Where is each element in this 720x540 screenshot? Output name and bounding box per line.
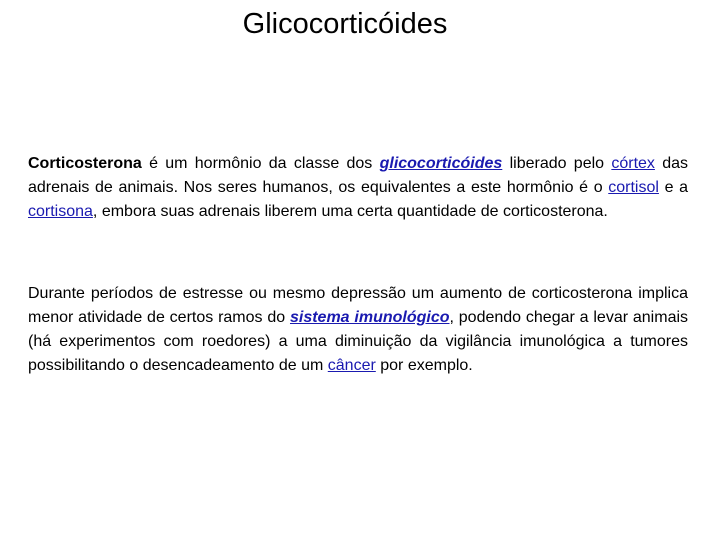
- link-cortex[interactable]: córtex: [611, 155, 655, 172]
- paragraph-text: , podendo chegar a levar animais (há experimentos com roedores) a uma diminuição da vigilância imunológica a tumores possibilitando o desencadeamento de um: [28, 309, 689, 374]
- paragraph-text: Durante períodos de estresse ou mesmo depressão um aumento de corticosterona implica menor atividade de certos ramos do: [28, 285, 688, 326]
- paragraph-text: é um hormônio da classe dos: [141, 155, 380, 172]
- paragraph-text: das adrenais de animais. Nos seres humanos, os equivalentes a este hormônio é o: [28, 155, 689, 196]
- link-cortisona[interactable]: cortisona: [28, 203, 93, 220]
- paragraph-corticosterona: [28, 152, 688, 224]
- link-sistema-imunologico[interactable]: sistema imunológico: [289, 309, 450, 326]
- link-glicocorticoides[interactable]: glicocorticóides: [379, 155, 503, 172]
- link-cancer[interactable]: câncer: [327, 357, 376, 374]
- paragraph-text: e a: [658, 179, 689, 196]
- paragraph-estresse: [28, 282, 688, 378]
- slide-title: Glicocorticóides: [242, 8, 448, 40]
- paragraph-text: liberado pelo: [502, 155, 612, 172]
- link-cortisol[interactable]: cortisol: [608, 179, 659, 196]
- paragraph-text: , embora suas adrenais liberem uma certa quantidade de corticosterona.: [92, 203, 608, 220]
- term-corticosterona: Corticosterona: [28, 155, 142, 172]
- paragraph-text: por exemplo.: [375, 357, 473, 374]
